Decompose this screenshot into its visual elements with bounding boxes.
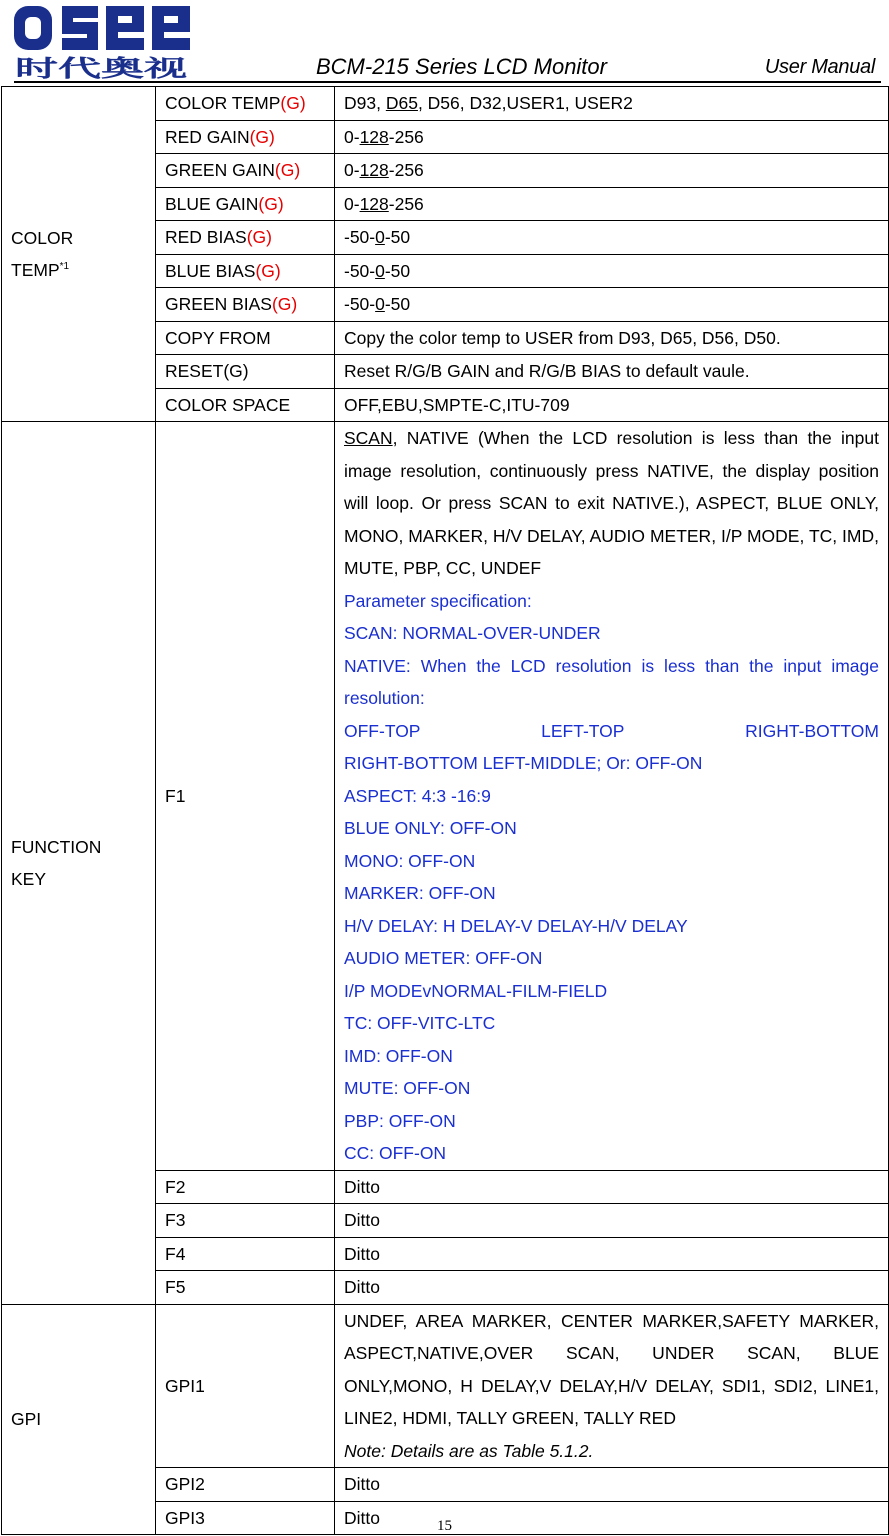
item-value: OFF,EBU,SMPTE-C,ITU-709 bbox=[335, 388, 889, 422]
section-color-temp: COLOR TEMP$^{*1}$ bbox=[2, 87, 156, 422]
table-row bbox=[2, 1304, 889, 1468]
item-value: 0-128-256 bbox=[335, 187, 889, 221]
item-value: Ditto bbox=[335, 1271, 889, 1305]
svg-text:时代奥视: 时代奥视 bbox=[15, 56, 107, 80]
item-name: BLUE GAIN(G) bbox=[156, 187, 335, 221]
item-value: -50-0-50 bbox=[335, 254, 889, 288]
section-gpi: GPI bbox=[2, 1304, 156, 1535]
item-name: GREEN BIAS(G) bbox=[156, 288, 335, 322]
table-row bbox=[2, 87, 889, 121]
item-value: Reset R/G/B GAIN and R/G/B BIAS to default vaule. bbox=[335, 355, 889, 389]
item-value: Ditto bbox=[335, 1237, 889, 1271]
item-value: Ditto bbox=[335, 1501, 889, 1535]
table-row bbox=[2, 422, 889, 1171]
header-rule bbox=[14, 81, 881, 83]
section-function-key: FUNCTION KEY bbox=[2, 422, 156, 1305]
item-name: COPY FROM bbox=[156, 321, 335, 355]
osee-logo bbox=[12, 4, 192, 80]
manual-label: User Manual bbox=[764, 56, 875, 78]
item-value: -50-0-50 bbox=[335, 221, 889, 255]
item-value: Ditto bbox=[335, 1170, 889, 1204]
page-header bbox=[0, 0, 889, 86]
item-name: BLUE BIAS(G) bbox=[156, 254, 335, 288]
item-name: RED BIAS(G) bbox=[156, 221, 335, 255]
item-name: F4 bbox=[156, 1237, 335, 1271]
item-name: F5 bbox=[156, 1271, 335, 1305]
item-value: SCAN, NATIVE (When the LCD resolution is less than the input image resolution, continuously press NATIVE, the display position will loop. Or press SCAN to exit NATIVE.), ASPECT, BLUE ONLY, MONO, MARKER, H/V DELAY, AUDIO METER, I/P MODE, TC, IMD, MUTE, PBP, CC, UNDEF Parameter specification: SCAN: NORMAL-OVER-UNDER NATIVE: When the LCD resolution is less than the input image resolution: OFF-TOP LEFT-TOP RIGHT-BOTTOM RIGHT-BOTTOM LEFT-MIDDLE; Or: OFF-ON ASPECT: 4:3 -16:9 BLUE ONLY: OFF-ON MONO: OFF-ON MARKER: OFF-ON H/V DELAY: H DELAY-V DELAY-H/V DELAY AUDIO METER: OFF-ON I/P MODEvNORMAL-FILM-FIELD TC: OFF-VITC-LTC IMD: OFF-ON MUTE: OFF-ON PBP: OFF-ON CC: OFF-ON bbox=[335, 422, 889, 1171]
item-value: Ditto bbox=[335, 1204, 889, 1238]
item-value: UNDEF, AREA MARKER, CENTER MARKER,SAFETY MARKER, ASPECT,NATIVE,OVER SCAN, UNDER SCAN, BLUE ONLY,MONO, H DELAY,V DELAY,H/V DELAY, SDI1, SDI2, LINE1, LINE2, HDMI, TALLY GREEN, TALLY RED Note: Details are as Table 5.1.2. bbox=[335, 1304, 889, 1468]
item-name: RED GAIN(G) bbox=[156, 120, 335, 154]
item-name: GREEN GAIN(G) bbox=[156, 154, 335, 188]
item-value: Copy the color temp to USER from D93, D65, D56, D50. bbox=[335, 321, 889, 355]
item-value: -50-0-50 bbox=[335, 288, 889, 322]
item-value: 0-128-256 bbox=[335, 154, 889, 188]
item-name: F1 bbox=[156, 422, 335, 1171]
item-value: 0-128-256 bbox=[335, 120, 889, 154]
item-name: COLOR TEMP(G) bbox=[156, 87, 335, 121]
item-name: F3 bbox=[156, 1204, 335, 1238]
page-number: 15 bbox=[437, 1518, 452, 1534]
item-name: GPI3 bbox=[156, 1501, 335, 1535]
spec-table bbox=[1, 86, 889, 1535]
item-value: D93, D65, D56, D32,USER1, USER2 bbox=[335, 87, 889, 121]
document-title: BCM-215 Series LCD Monitor bbox=[316, 54, 607, 79]
item-value: Ditto bbox=[335, 1468, 889, 1502]
item-name: F2 bbox=[156, 1170, 335, 1204]
item-name: RESET(G) bbox=[156, 355, 335, 389]
item-name: COLOR SPACE bbox=[156, 388, 335, 422]
item-name: GPI2 bbox=[156, 1468, 335, 1502]
item-name: GPI1 bbox=[156, 1304, 335, 1468]
